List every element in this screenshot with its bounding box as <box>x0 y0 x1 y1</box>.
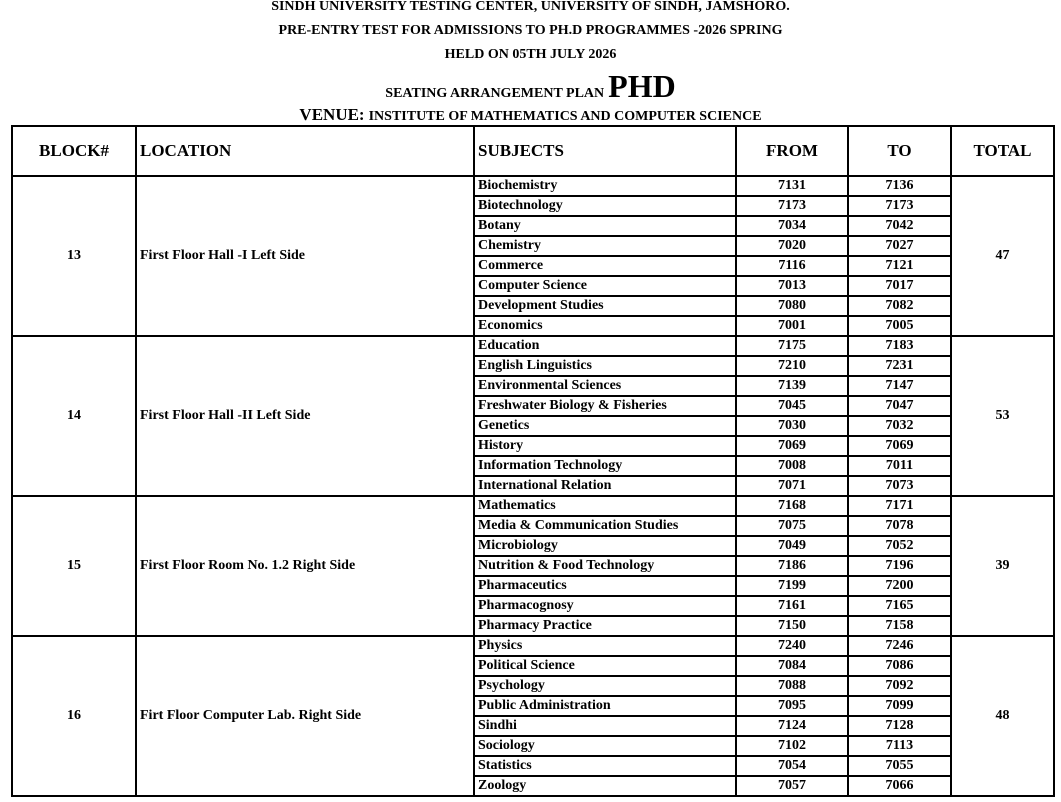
subject-name: Genetics <box>474 416 736 436</box>
roll-from: 7045 <box>736 396 848 416</box>
subject-name: Education <box>474 336 736 356</box>
roll-to: 7128 <box>848 716 951 736</box>
block-number: 14 <box>12 336 136 496</box>
roll-to: 7200 <box>848 576 951 596</box>
subject-name: Biochemistry <box>474 176 736 196</box>
block-location: First Floor Hall -I Left Side <box>136 176 474 336</box>
block-location: First Floor Room No. 1.2 Right Side <box>136 496 474 636</box>
roll-to: 7183 <box>848 336 951 356</box>
column-header-to: TO <box>848 126 951 176</box>
subject-name: Development Studies <box>474 296 736 316</box>
roll-to: 7005 <box>848 316 951 336</box>
roll-from: 7210 <box>736 356 848 376</box>
roll-from: 7124 <box>736 716 848 736</box>
subject-name: Statistics <box>474 756 736 776</box>
subject-name: Environmental Sciences <box>474 376 736 396</box>
venue-value: INSTITUTE OF MATHEMATICS AND COMPUTER SCIENCE <box>368 109 762 124</box>
roll-from: 7008 <box>736 456 848 476</box>
subject-name: Political Science <box>474 656 736 676</box>
roll-from: 7095 <box>736 696 848 716</box>
table-row <box>12 176 1054 196</box>
table-row <box>12 336 1054 356</box>
test-title: PRE-ENTRY TEST FOR ADMISSIONS TO PH.D PROGRAMMES -2026 SPRING <box>278 23 783 38</box>
subject-name: Sindhi <box>474 716 736 736</box>
subject-name: Pharmacy Practice <box>474 616 736 636</box>
subject-name: Mathematics <box>474 496 736 516</box>
column-header-from: FROM <box>736 126 848 176</box>
roll-to: 7047 <box>848 396 951 416</box>
roll-to: 7165 <box>848 596 951 616</box>
roll-to: 7092 <box>848 676 951 696</box>
subject-name: Media & Communication Studies <box>474 516 736 536</box>
subject-name: Psychology <box>474 676 736 696</box>
roll-to: 7171 <box>848 496 951 516</box>
roll-from: 7150 <box>736 616 848 636</box>
roll-to: 7069 <box>848 436 951 456</box>
roll-from: 7131 <box>736 176 848 196</box>
table-row <box>12 496 1054 516</box>
roll-to: 7086 <box>848 656 951 676</box>
roll-from: 7034 <box>736 216 848 236</box>
roll-from: 7075 <box>736 516 848 536</box>
roll-from: 7001 <box>736 316 848 336</box>
subject-name: Sociology <box>474 736 736 756</box>
subject-name: Economics <box>474 316 736 336</box>
roll-from: 7080 <box>736 296 848 316</box>
roll-to: 7073 <box>848 476 951 496</box>
venue-line <box>0 106 1061 124</box>
roll-from: 7013 <box>736 276 848 296</box>
roll-to: 7066 <box>848 776 951 796</box>
roll-to: 7136 <box>848 176 951 196</box>
subject-name: Botany <box>474 216 736 236</box>
roll-from: 7049 <box>736 536 848 556</box>
subject-name: Biotechnology <box>474 196 736 216</box>
roll-from: 7161 <box>736 596 848 616</box>
table-row <box>12 636 1054 656</box>
roll-from: 7175 <box>736 336 848 356</box>
plan-program: PHD <box>608 68 676 104</box>
subject-name: Commerce <box>474 256 736 276</box>
roll-to: 7055 <box>848 756 951 776</box>
roll-to: 7121 <box>848 256 951 276</box>
roll-from: 7199 <box>736 576 848 596</box>
roll-from: 7057 <box>736 776 848 796</box>
roll-to: 7027 <box>848 236 951 256</box>
subject-name: Computer Science <box>474 276 736 296</box>
block-total: 48 <box>951 636 1054 796</box>
column-header-location: LOCATION <box>136 126 474 176</box>
roll-from: 7116 <box>736 256 848 276</box>
university-title: SINDH UNIVERSITY TESTING CENTER, UNIVERSITY OF SINDH, JAMSHORO. <box>271 0 790 14</box>
subject-name: Zoology <box>474 776 736 796</box>
venue-label: VENUE: <box>299 105 365 124</box>
roll-to: 7231 <box>848 356 951 376</box>
plan-heading <box>0 70 1061 102</box>
plan-label: SEATING ARRANGEMENT PLAN <box>385 86 605 101</box>
table-body <box>12 176 1054 796</box>
roll-from: 7168 <box>736 496 848 516</box>
column-header-total: TOTAL <box>951 126 1054 176</box>
roll-to: 7042 <box>848 216 951 236</box>
roll-from: 7240 <box>736 636 848 656</box>
roll-from: 7069 <box>736 436 848 456</box>
subject-name: Pharmaceutics <box>474 576 736 596</box>
subject-name: Public Administration <box>474 696 736 716</box>
roll-to: 7173 <box>848 196 951 216</box>
roll-to: 7158 <box>848 616 951 636</box>
column-header-subjects: SUBJECTS <box>474 126 736 176</box>
roll-to: 7078 <box>848 516 951 536</box>
roll-from: 7173 <box>736 196 848 216</box>
roll-to: 7017 <box>848 276 951 296</box>
subject-name: History <box>474 436 736 456</box>
roll-to: 7011 <box>848 456 951 476</box>
roll-to: 7082 <box>848 296 951 316</box>
roll-to: 7032 <box>848 416 951 436</box>
roll-from: 7084 <box>736 656 848 676</box>
subject-name: International Relation <box>474 476 736 496</box>
table-header-row <box>12 126 1054 176</box>
subject-name: Information Technology <box>474 456 736 476</box>
subject-name: Microbiology <box>474 536 736 556</box>
roll-from: 7088 <box>736 676 848 696</box>
roll-from: 7186 <box>736 556 848 576</box>
roll-from: 7102 <box>736 736 848 756</box>
roll-to: 7147 <box>848 376 951 396</box>
roll-to: 7196 <box>848 556 951 576</box>
block-total: 39 <box>951 496 1054 636</box>
roll-to: 7052 <box>848 536 951 556</box>
subject-name: Chemistry <box>474 236 736 256</box>
block-location: Firt Floor Computer Lab. Right Side <box>136 636 474 796</box>
seating-table <box>11 125 1055 797</box>
subject-name: Pharmacognosy <box>474 596 736 616</box>
block-number: 16 <box>12 636 136 796</box>
roll-to: 7113 <box>848 736 951 756</box>
test-date: HELD ON 05TH JULY 2026 <box>444 47 617 62</box>
block-location: First Floor Hall -II Left Side <box>136 336 474 496</box>
subject-name: Nutrition & Food Technology <box>474 556 736 576</box>
block-total: 53 <box>951 336 1054 496</box>
roll-from: 7054 <box>736 756 848 776</box>
block-number: 13 <box>12 176 136 336</box>
column-header-block: BLOCK# <box>12 126 136 176</box>
roll-from: 7071 <box>736 476 848 496</box>
roll-from: 7030 <box>736 416 848 436</box>
block-number: 15 <box>12 496 136 636</box>
roll-from: 7020 <box>736 236 848 256</box>
roll-to: 7099 <box>848 696 951 716</box>
block-total: 47 <box>951 176 1054 336</box>
subject-name: Freshwater Biology & Fisheries <box>474 396 736 416</box>
roll-to: 7246 <box>848 636 951 656</box>
roll-from: 7139 <box>736 376 848 396</box>
subject-name: English Linguistics <box>474 356 736 376</box>
subject-name: Physics <box>474 636 736 656</box>
